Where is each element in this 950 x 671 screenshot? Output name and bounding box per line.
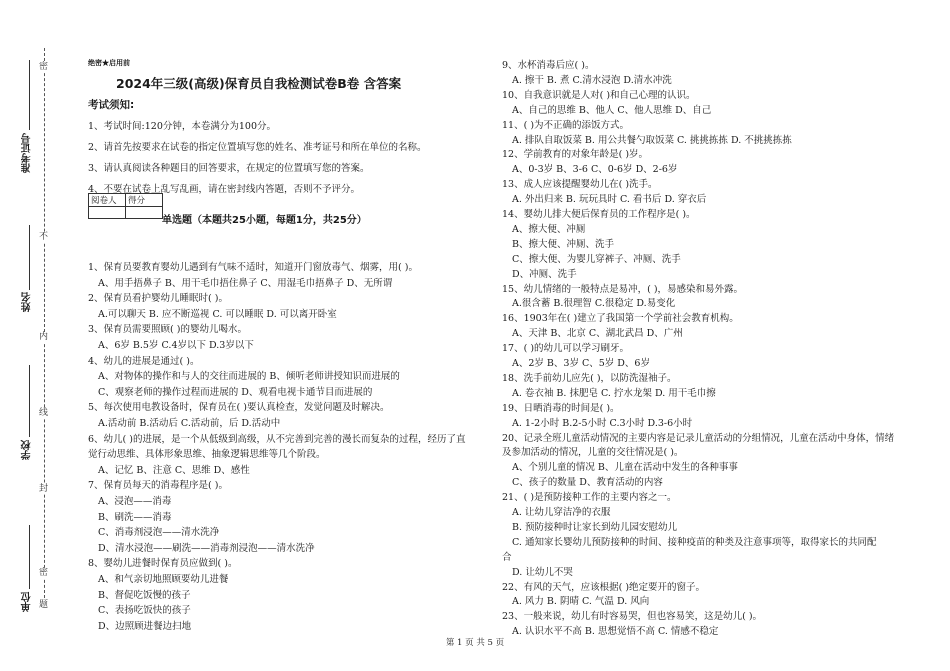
answer-option: A. 擦干 B. 煮 C.清水浸泡 D.清水冲洗 [512,74,672,86]
answer-option: B、刷洗——消毒 [98,511,172,523]
binding-margin [0,0,70,671]
answer-option: C、消毒剂浸泡——清水洗净 [98,527,220,539]
question-text: 14、婴幼儿排大便后保育员的工作程序是( )。 [502,209,696,220]
grader-input[interactable] [89,207,126,219]
question-text: 21、( )是预防接种工作的主要内容之一。 [502,492,677,504]
question-text: 4、幼儿的进展是通过( )。 [88,355,200,367]
notice-heading: 考试须知: [88,99,135,111]
question-text: 2、保育员看护婴幼儿睡眠时( )。 [88,293,228,305]
answer-option: 合 [502,551,512,563]
answer-option: A、天津 B、北京 C、湖北武昌 D、广州 [512,328,683,340]
seal-char: 密 [39,568,49,578]
score-input[interactable] [126,207,163,219]
notice-item: 1、考试时间:120分钟，本卷满分为100分。 [88,121,277,132]
notice-item: 4、不要在试卷上乱写乱画，请在密封线内答题，否则不予评分。 [88,184,361,195]
question-text: 18、洗手前幼儿应先( )，以防洗湿袖子。 [502,372,677,384]
question-text: 9、水杯消毒后应( )。 [502,60,595,71]
seal-char: 密 [39,62,49,72]
answer-option: A、擦大便、冲厕 [512,223,586,235]
answer-option: B、督促吃饭慢的孩子 [98,589,191,601]
page-footer: 第 1 页 共 5 页 [445,638,505,648]
question-text: 及参加活动的情况，儿童的交往情况是( )。 [502,447,684,459]
name-label: 姓名 [22,292,33,312]
school-label: 学校 [22,440,33,460]
answer-option: A.可以聊天 B. 应不断巡视 C. 可以睡眠 D. 可以离开卧室 [98,308,337,320]
answer-option: A、个别儿童的情况 B、儿童在活动中发生的各种事事 [512,462,738,474]
exam-number-field[interactable] [29,60,30,130]
question-text: 22、有风的天气，应该根据( )绝定要开的窗子。 [502,581,706,593]
answer-option: A、6岁 B.5岁 C.4岁以下 D.3岁以下 [98,340,254,351]
answer-option: A. 风力 B. 阴晴 C. 气温 D. 风向 [512,596,650,608]
answer-option: C. 通知家长婴幼儿预防接种的时间、接种疫苗的种类及注意事项等，取得家长的共同配 [512,536,877,548]
name-field[interactable] [29,225,30,290]
answer-option: D、边照顾进餐边扫地 [98,620,192,632]
question-text: 20、记录全班儿童活动情况的主要内容是记录儿童活动的分组情况，儿童在活动中身体，情绪 [502,432,895,444]
question-text: 16、1903年在( )建立了我国第一个学前社会教育机构。 [502,313,739,325]
question-text: 15、幼儿情绪的一般特点是易冲，( )，易感染和易外露。 [502,283,744,295]
notice-item: 3、请认真阅读各种题目的回答要求，在规定的位置填写您的答案。 [88,163,370,174]
answer-option: A.活动前 B.活动后 C.活动前，后 D.活动中 [98,418,281,429]
answer-option: A. 外出归来 B. 玩玩具时 C. 看书后 D. 穿衣后 [512,194,707,206]
answer-option: A. 让幼儿穿洁净的衣服 [512,507,611,518]
question-text: 觉行动思维、具体形象思维、抽象逻辑思维等几个阶段。 [88,449,326,461]
answer-option: A. 排队自取饭菜 B. 用公共餐勺取饭菜 C. 挑挑拣拣 D. 不挑挑拣拣 [512,134,792,146]
question-text: 10、自我意识就是人对( )和自己心理的认识。 [502,89,696,101]
answer-option: D. 让幼儿不哭 [512,566,573,578]
question-text: 13、成人应该提醒婴幼儿在( )洗手。 [502,179,658,191]
secret-mark: 绝密★启用前 [88,58,130,67]
answer-option: C、擦大便、为婴儿穿裤子、冲厕、洗手 [512,253,681,265]
question-text: 12、学前教育的对象年龄是( )岁。 [502,149,649,161]
notice-item: 2、请首先按要求在试卷的指定位置填写您的姓名、准考证号和所在单位的名称。 [88,142,427,153]
answer-option: A.很含蓄 B.很理智 C.很稳定 D.易变化 [512,298,676,310]
question-text: 17、( )的幼儿可以学习刷牙。 [502,343,630,355]
question-text: 5、每次使用电教设备时，保育员在( )要认真检查，发觉问题及时解决。 [88,402,390,414]
question-text: 11、( )为不正确的添饭方式。 [502,119,630,131]
answer-option: B、擦大便、冲厕、洗手 [512,238,614,250]
seal-char: 内 [39,332,49,342]
seal-char: 不 [39,232,49,242]
answer-option: A. 认识水平不高 B. 思想觉悟不高 C. 情感不稳定 [512,626,719,638]
question-text: 7、保育员每天的消毒程序是( )。 [88,480,228,492]
section-heading: 单选题（本题共25小题，每题1分，共25分） [162,215,367,226]
question-text: 19、日晒消毒的时间是( )。 [502,402,620,414]
seal-char: 线 [39,408,49,418]
unit-field[interactable] [29,525,30,589]
answer-option: A、浸泡——消毒 [98,496,172,507]
answer-option: A、对物体的操作和与人的交往而进展的 B、倾听老师讲授知识而进展的 [98,371,400,383]
question-text: 6、幼儿( )的进展，是一个从低级到高级，从不完善到完善的漫长而复杂的过程，经历了直 [88,433,466,445]
question-text: 1、保育员要教育婴幼儿遇到有气味不适时，知道开门窗放毒气、烟雾，用( )。 [88,262,418,273]
answer-option: C、表扬吃饭快的孩子 [98,605,191,617]
score-cell: 得分 [126,194,163,207]
answer-option: C、观察老师的操作过程而进展的 D、观看电视卡通节目而进展的 [98,386,373,398]
question-text: 8、婴幼儿进餐时保育员应做到( )。 [88,558,238,570]
answer-option: D、冲厕、洗手 [512,268,577,280]
seal-char: 题 [39,600,49,610]
answer-option: B. 预防接种时让家长到幼儿园安慰幼儿 [512,521,678,533]
seal-dashed-line [44,48,45,608]
unit-label: 单位 [22,592,33,612]
school-field[interactable] [29,365,30,437]
exam-number-label: 准考证号 [22,133,33,173]
seal-char: 封 [39,484,49,494]
answer-option: A、用手捂鼻子 B、用干毛巾捂住鼻子 C、用湿毛巾捂鼻子 D、无所谓 [98,277,393,289]
answer-option: A. 卷衣袖 B. 抹肥皂 C. 拧水龙架 D. 用干毛巾擦 [512,387,716,399]
page-title: 2024年三级(高级)保育员自我检测试卷B卷 含答案 [116,76,402,91]
question-text: 3、保育员需要照顾( )的婴幼儿喝水。 [88,324,247,336]
answer-option: A、2岁 B、3岁 C、5岁 D、6岁 [512,358,650,369]
answer-option: D、清水浸泡——刷洗——消毒剂浸泡——清水洗净 [98,542,315,554]
question-text: 23、一般来说，幼儿有时容易哭，但也容易笑，这是幼儿( )。 [502,611,763,623]
answer-option: A、0-3岁 B、3-6 C、0-6岁 D、2-6岁 [512,164,678,176]
answer-option: A、和气亲切地照顾要幼儿进餐 [98,574,229,585]
answer-option: A、记忆 B、注意 C、思维 D、感性 [98,464,250,476]
score-table [88,193,163,219]
grader-cell: 阅卷人 [89,194,126,207]
answer-option: C、孩子的数量 D、教育活动的内容 [512,477,663,489]
answer-option: A. 1-2小时 B.2-5小时 C.3小时 D.3-6小时 [512,417,693,429]
answer-option: A、自己的思维 B、他人 C、他人思维 D、自己 [512,104,712,116]
